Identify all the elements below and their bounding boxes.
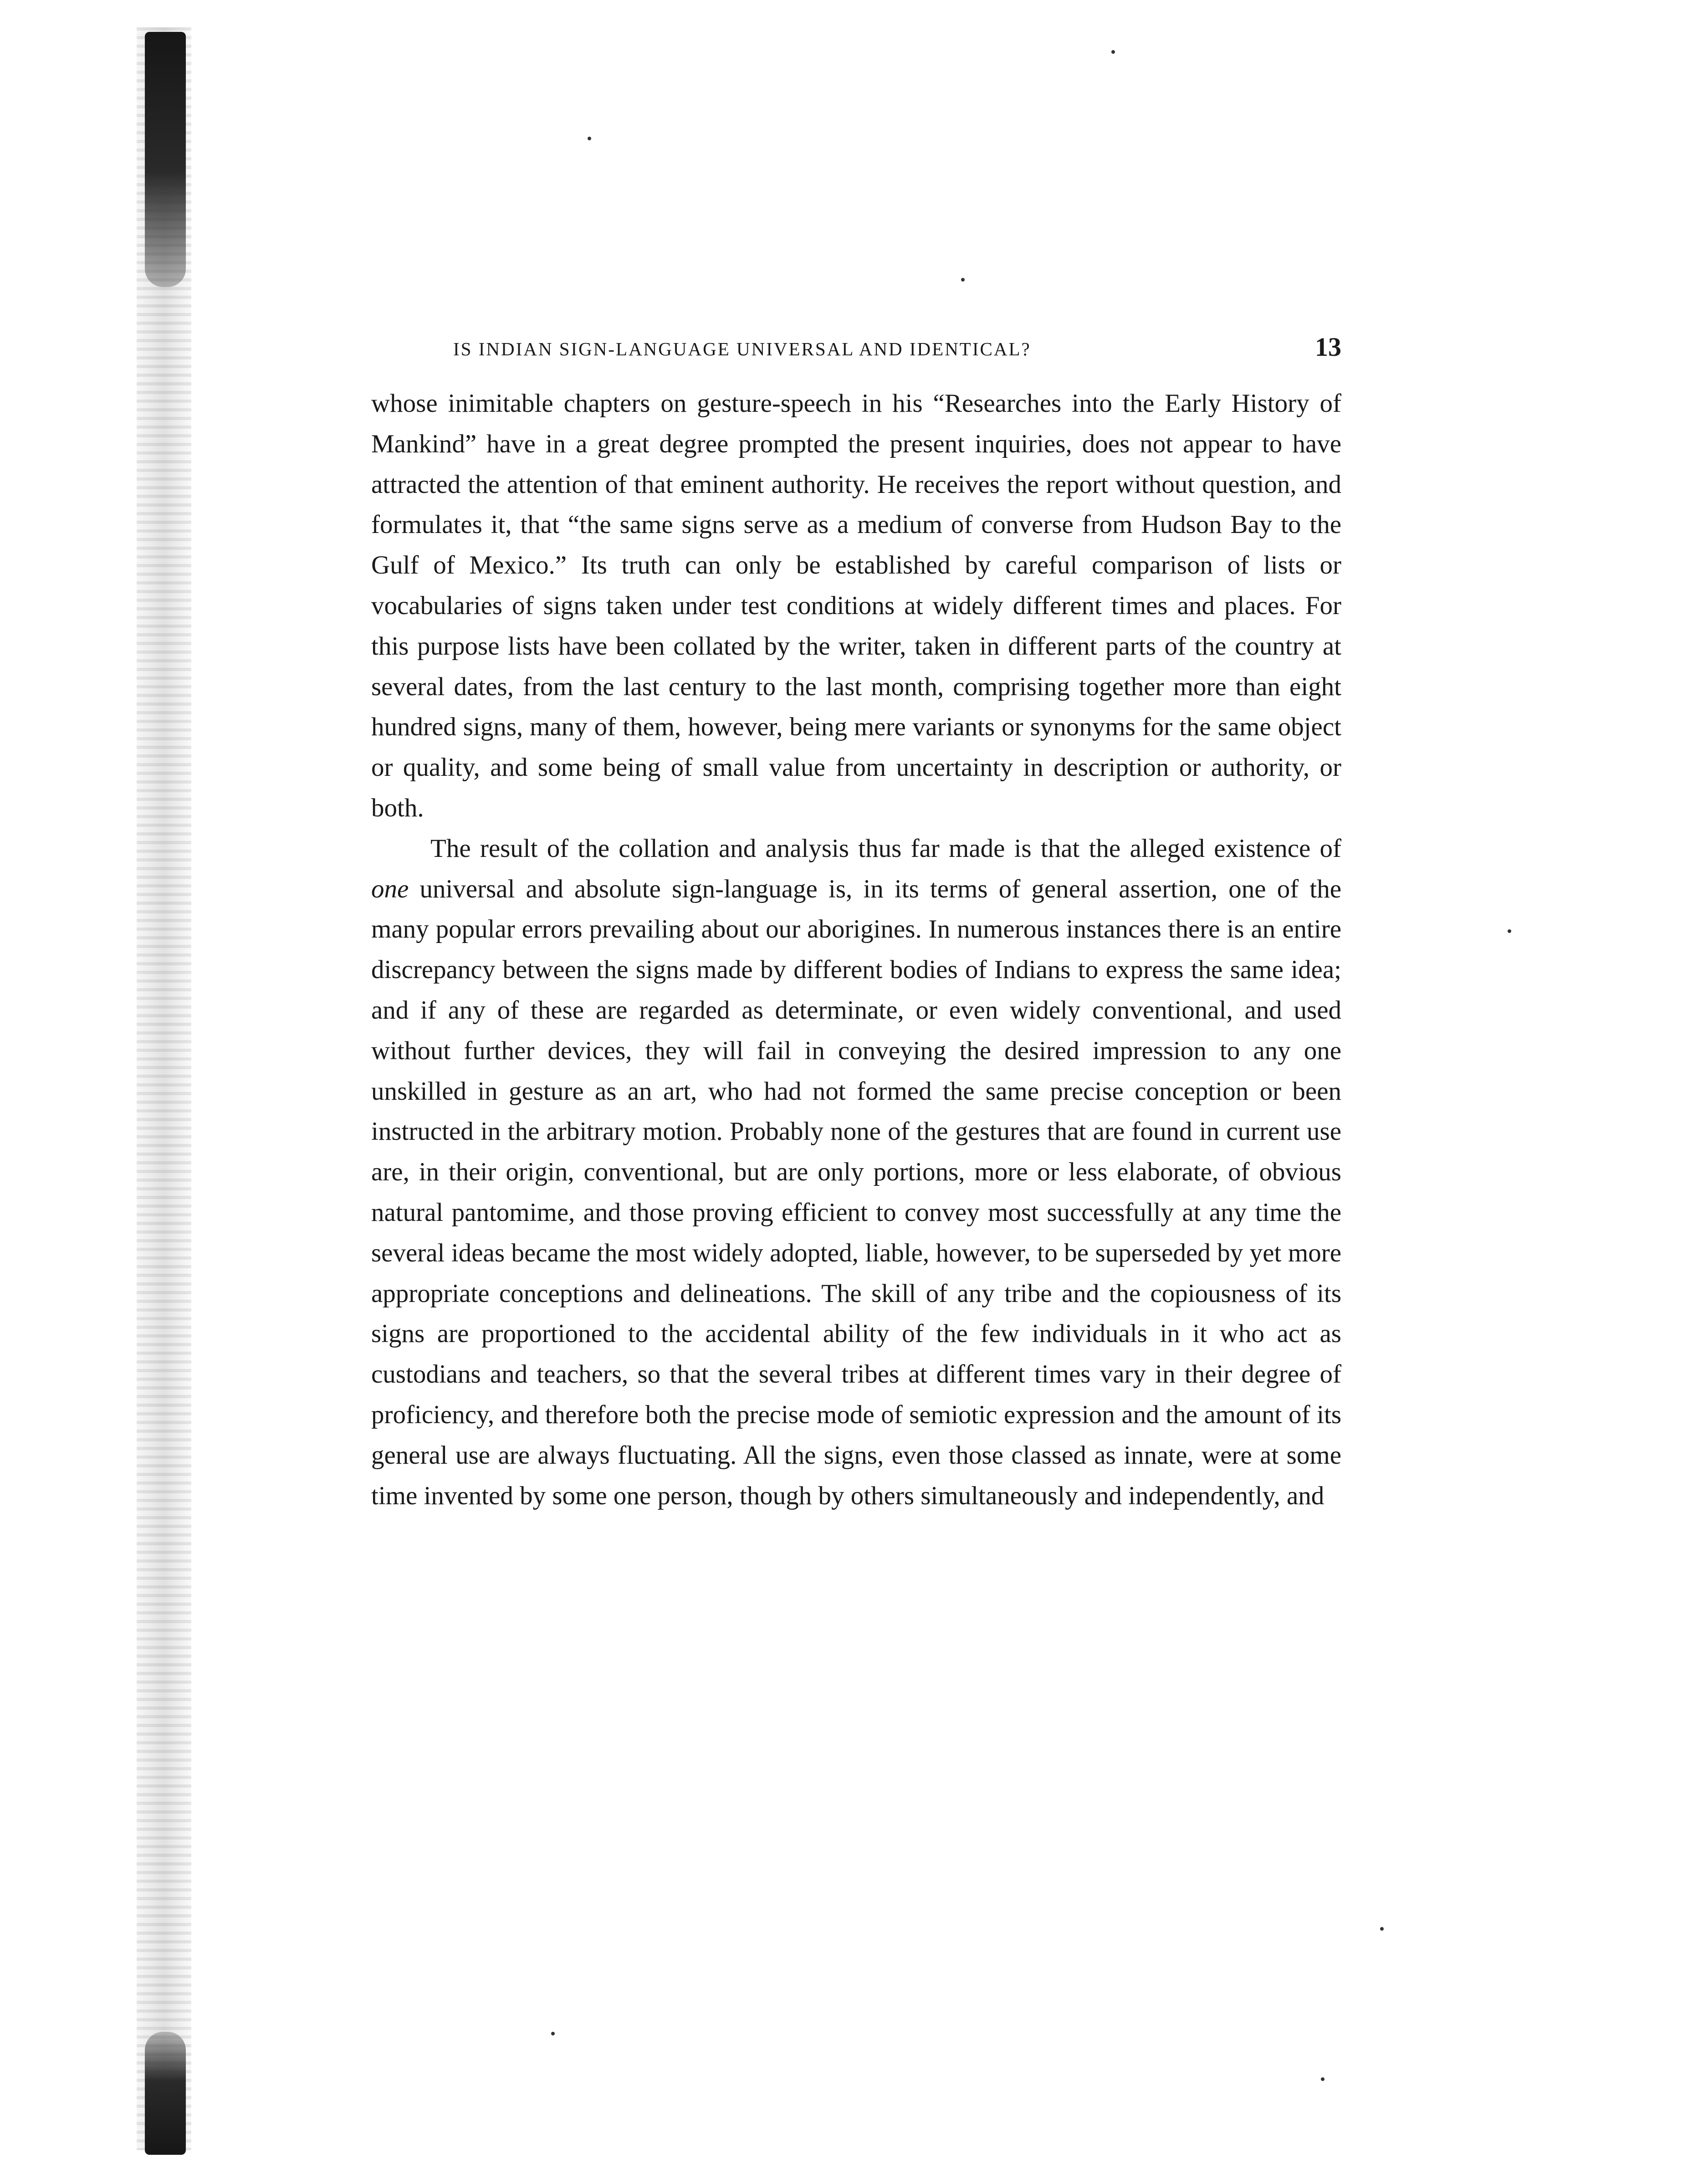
binding-shadow [137,27,191,2150]
paragraph-text: universal and absolute sign-language is, in its terms of general assertion, one of the many popular errors prevailing about our aborigines. In numerous instances there is an entire discrepancy between the signs made by different bodies of Indians to express the same idea; and if any of these are regarded as determinate, or even widely conventional, and used without further devices, they will fail in conveying the desired impression to any one unskilled in gesture as an art, who had not formed the same precise conception or been instructed in the arbitrary motion. Probably none of the gestures that are found in current use are, in their origin, conventional, but are only portions, more or less elaborate, of obvious natural pantomime, and those proving efficient to convey most successfully at any time the several ideas became the most widely adopted, liable, however, to be superseded by yet more appropriate conceptions and delineations. The skill of any tribe and the copiousness of its signs are proportioned to the accidental ability of the few individuals in it who act as custodians and teachers, so that the several tribes at different times vary in their degree of proficiency, and therefore both the precise mode of semiotic expression and the amount of its general use are always fluctuating. All the signs, even those classed as innate, were at some time invented by some one person, though by others simultaneously and independently, and [371,874,1341,1510]
scan-speck [961,278,965,282]
scan-speck [1111,50,1115,54]
page-number: 13 [1315,332,1341,362]
body-text [371,384,1341,1516]
book-page [371,328,1341,1516]
paragraph [371,829,1341,1517]
paragraph-continued: whose inimitable chapters on gesture-speech in his “Researches into the Early History of Mankind” have in a great degree prompted the present inquiries, does not appear to have attracted the attention of that eminent authority. He receives the report without question, and formulates it, that “the same signs serve as a medium of converse from Hudson Bay to the Gulf of Mexico.” Its truth can only be established by careful comparison of lists or vocabularies of signs taken under test conditions at widely different times and places. For this purpose lists have been collated by the writer, taken in different parts of the country at several dates, from the last century to the last month, comprising together more than eight hundred signs, many of them, however, being mere variants or synonyms for the same object or quality, and some being of small value from uncertainty in description or authority, or both. [371,389,1341,822]
binding-edge-top [145,32,186,287]
binding-edge-bottom [145,2032,186,2155]
scan-speck [588,137,591,140]
scan-speck [551,2032,555,2035]
running-title: IS INDIAN SIGN-LANGUAGE UNIVERSAL AND IDENTICAL? [453,338,1031,359]
emphasis-one: one [371,874,409,903]
scan-speck [1380,1927,1384,1931]
paragraph-text: The result of the collation and analysis thus far made is that the alleged existence of [430,834,1341,863]
scan-speck [1508,929,1511,933]
running-head [371,328,1341,378]
scan-speck [1321,2077,1324,2081]
